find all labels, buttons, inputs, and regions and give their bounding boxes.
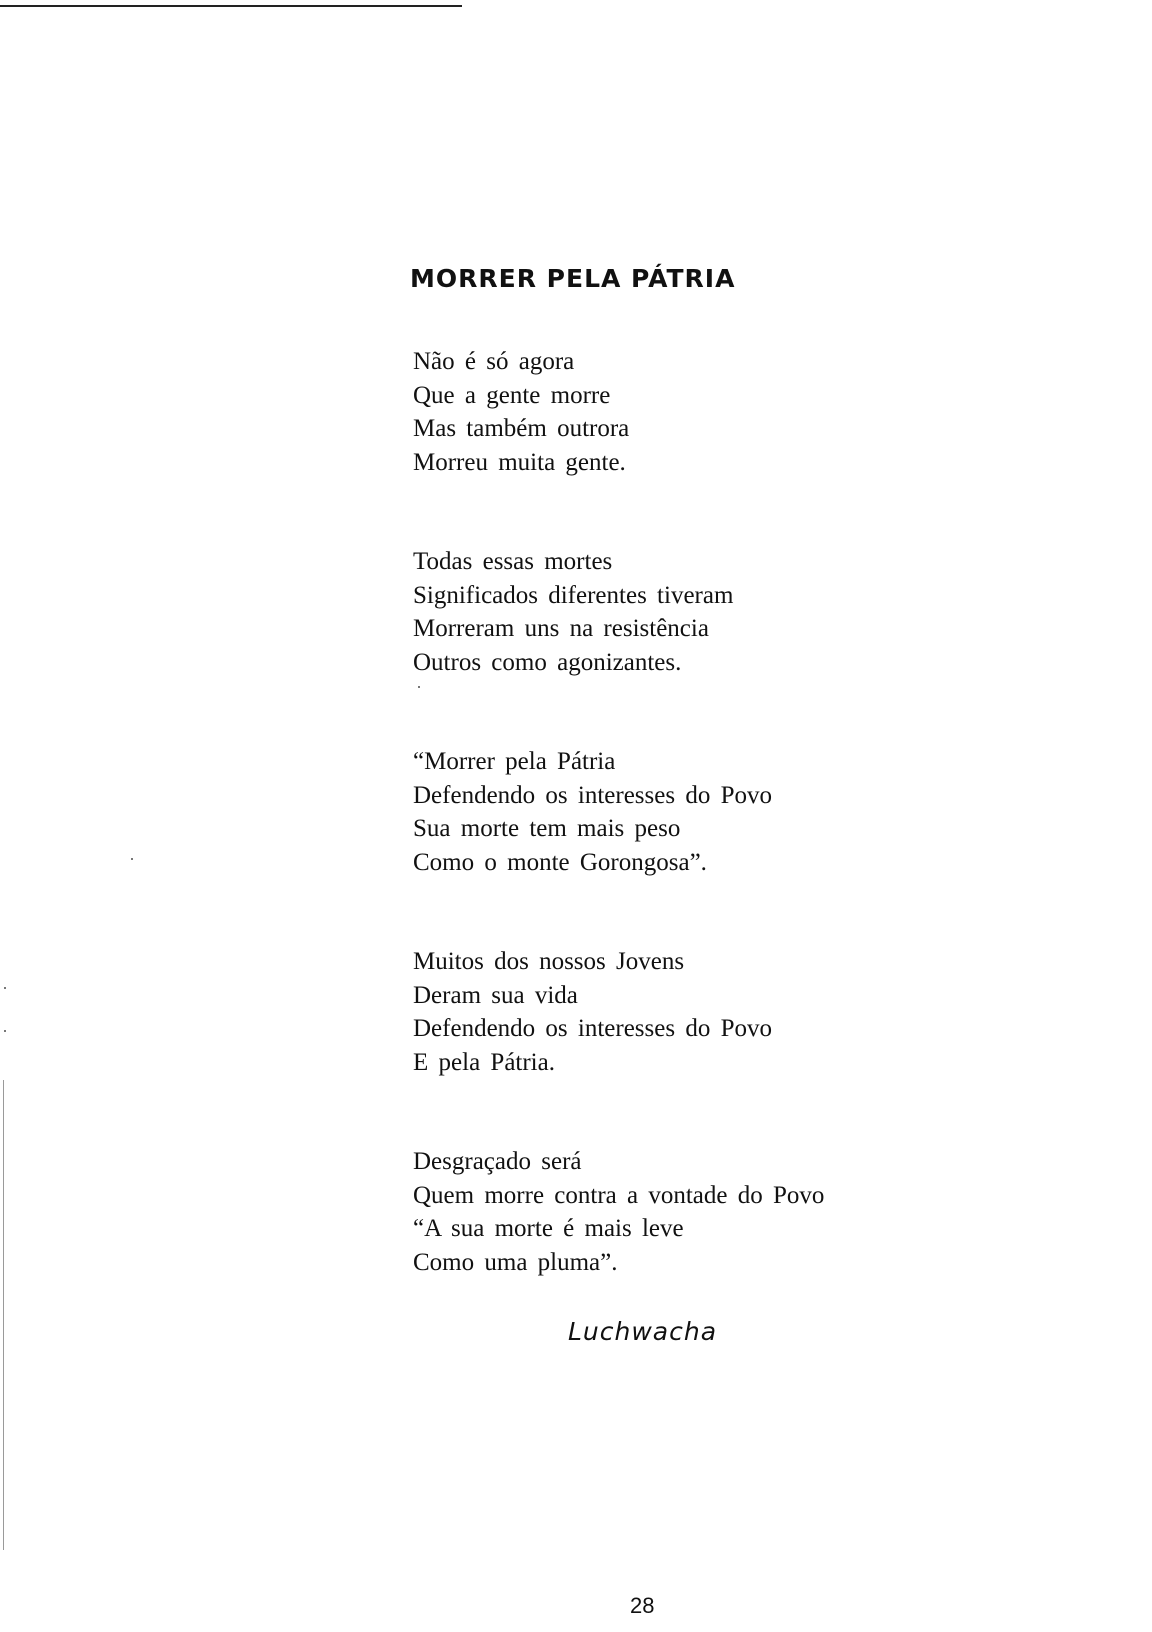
poem-line: E pela Pátria. xyxy=(413,1048,555,1076)
poem-line: Mas também outrora xyxy=(413,415,630,442)
poem-line: Morreu muita gente. xyxy=(413,448,626,476)
poem-line: Morreram uns na resistência xyxy=(413,615,709,642)
stanza-3 xyxy=(413,745,772,879)
poem-line: Como o monte Gorongosa”. xyxy=(413,848,707,876)
poem-line: Sua morte tem mais peso xyxy=(413,815,681,842)
poem-line: Outros como agonizantes. xyxy=(413,648,682,676)
stanza-5 xyxy=(413,1145,824,1279)
poem-line: “Morrer pela Pátria xyxy=(413,748,616,775)
scan-speck xyxy=(4,987,6,989)
poem-line: Que a gente morre xyxy=(413,381,611,409)
poem-title: MORRER PELA PÁTRIA xyxy=(410,264,736,293)
poem-line: Significados diferentes tiveram xyxy=(413,581,734,609)
scan-speck xyxy=(131,858,133,860)
poem-author: Luchwacha xyxy=(568,1317,718,1346)
poem-line: Desgraçado será xyxy=(413,1148,582,1175)
poem-line: Deram sua vida xyxy=(413,981,578,1009)
poem-line: Como uma pluma”. xyxy=(413,1248,618,1276)
top-rule xyxy=(0,5,462,7)
poem-line: Não é só agora xyxy=(413,348,575,375)
page-number: 28 xyxy=(630,1593,655,1618)
poem-line: Todas essas mortes xyxy=(413,548,613,575)
stanza-4 xyxy=(413,945,772,1079)
stanza-2 xyxy=(413,545,733,679)
scan-speck xyxy=(418,686,420,688)
poem-line: “A sua morte é mais leve xyxy=(413,1215,684,1242)
poem-line: Quem morre contra a vontade do Povo xyxy=(413,1181,825,1209)
stanza-1 xyxy=(413,345,629,479)
margin-line xyxy=(3,1080,4,1550)
poem-line: Defendendo os interesses do Povo xyxy=(413,781,772,809)
scan-speck xyxy=(4,1030,6,1032)
poem-line: Muitos dos nossos Jovens xyxy=(413,948,685,975)
poem-line: Defendendo os interesses do Povo xyxy=(413,1015,772,1042)
